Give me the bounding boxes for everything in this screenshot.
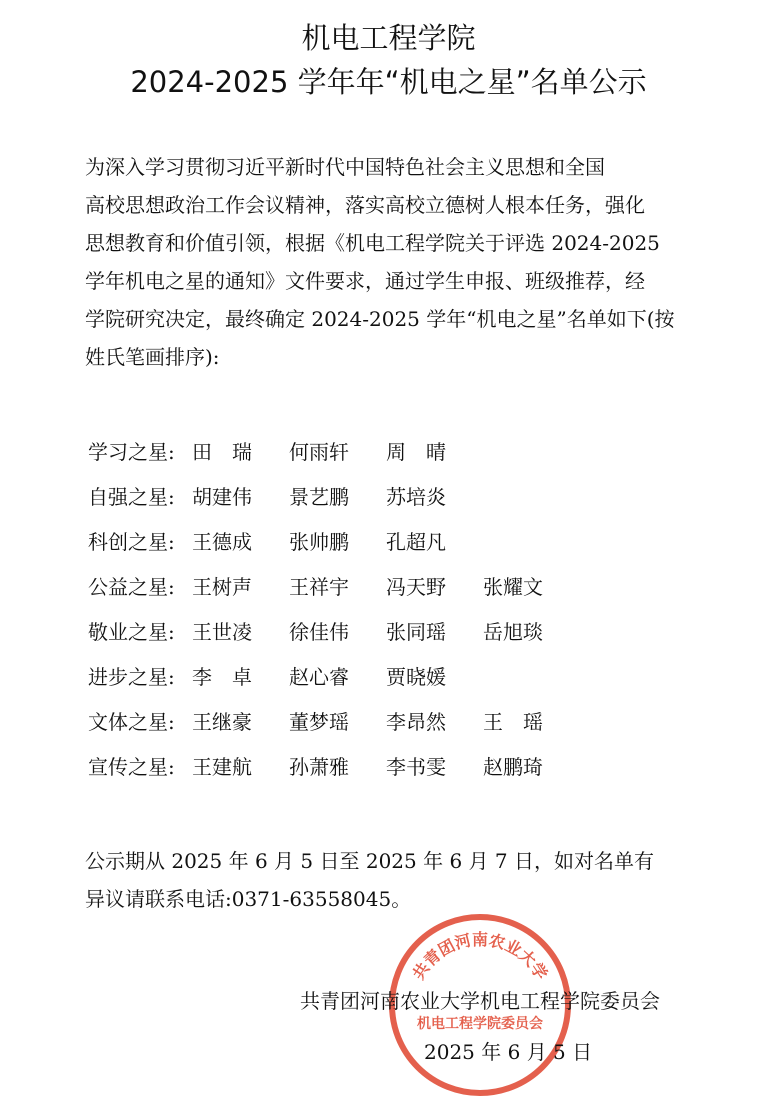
awardee-name: 田 瑞 [192, 440, 252, 464]
awardee-name: 董梦瑶 [289, 710, 349, 734]
awardee-name: 赵鹏琦 [483, 755, 543, 779]
notice-paragraph [85, 842, 725, 918]
intro-line: 为深入学习贯彻习近平新时代中国特色社会主义思想和全国 [85, 155, 605, 179]
intro-line: 高校思想政治工作会议精神，落实高校立德树人根本任务，强化 [85, 193, 645, 217]
issue-date: 2025 年 6 月 5 日 [424, 1040, 593, 1064]
awardee-name: 周 晴 [386, 440, 446, 464]
award-category: 学习之星: [88, 440, 175, 464]
intro-line: 学院研究决定，最终确定 2024-2025 学年“机电之星”名单如下(按 [85, 307, 675, 331]
awardee-name: 胡建伟 [192, 485, 252, 509]
awardee-name: 张同瑶 [386, 620, 446, 644]
awardee-name: 王祥宇 [289, 575, 349, 599]
awardee-name: 孔超凡 [386, 530, 446, 554]
notice-line: 公示期从 2025 年 6 月 5 日至 2025 年 6 月 7 日，如对名单有 [85, 849, 654, 873]
awardee-name: 徐佳伟 [289, 620, 349, 644]
awardee-name: 王世凌 [192, 620, 252, 644]
svg-text:共青团河南农业大学: 共青团河南农业大学 [408, 930, 552, 984]
awardee-name: 贾晓媛 [386, 665, 446, 689]
document-title: 机电工程学院 [301, 21, 476, 55]
awardee-name: 王继豪 [192, 710, 252, 734]
award-row [88, 655, 580, 700]
awardee-name: 岳旭琰 [483, 620, 543, 644]
awardee-name: 李书雯 [386, 755, 446, 779]
awardee-name: 何雨轩 [289, 440, 349, 464]
award-row [88, 565, 580, 610]
award-row [88, 745, 580, 790]
intro-line: 思想教育和价值引领，根据《机电工程学院关于评选 2024-2025 [85, 231, 660, 255]
awards-list [88, 430, 580, 790]
awardee-name: 冯天野 [386, 575, 446, 599]
award-row [88, 430, 580, 475]
svg-text:机电工程学院委员会: 机电工程学院委员会 [417, 1016, 543, 1032]
awardee-name: 王 瑶 [483, 710, 543, 734]
award-category: 敬业之星: [88, 620, 175, 644]
award-category: 文体之星: [88, 710, 175, 734]
award-category: 公益之星: [88, 575, 175, 599]
awardee-name: 张帅鹏 [289, 530, 349, 554]
award-row [88, 520, 580, 565]
awardee-name: 李昂然 [386, 710, 446, 734]
awardee-name: 王树声 [192, 575, 252, 599]
awardee-name: 苏培炎 [386, 485, 446, 509]
awardee-name: 赵心睿 [289, 665, 349, 689]
intro-paragraph [85, 148, 725, 376]
award-category: 进步之星: [88, 665, 175, 689]
award-row [88, 610, 580, 655]
awardee-name: 王德成 [192, 530, 252, 554]
intro-line: 学年机电之星的通知》文件要求，通过学生申报、班级推荐，经 [85, 269, 645, 293]
award-row [88, 475, 580, 520]
award-row [88, 700, 580, 745]
award-category: 宣传之星: [88, 755, 175, 779]
document-subtitle: 2024-2025 学年年“机电之星”名单公示 [130, 65, 647, 99]
issuing-organization: 共青团河南农业大学机电工程学院委员会 [300, 989, 660, 1013]
notice-line: 异议请联系电话:0371-63558045。 [85, 887, 412, 911]
award-category: 自强之星: [88, 485, 175, 509]
awardee-name: 张耀文 [483, 575, 543, 599]
intro-line: 姓氏笔画排序): [85, 345, 220, 369]
awardee-name: 李 卓 [192, 665, 252, 689]
awardee-name: 景艺鹏 [289, 485, 349, 509]
awardee-name: 孙萧雅 [289, 755, 349, 779]
award-category: 科创之星: [88, 530, 175, 554]
awardee-name: 王建航 [192, 755, 252, 779]
